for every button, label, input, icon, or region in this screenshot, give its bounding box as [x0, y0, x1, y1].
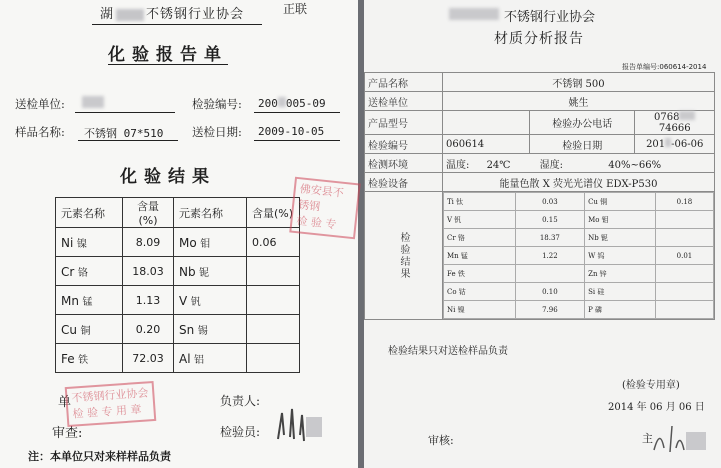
redacted-region [116, 9, 144, 21]
client-value: 姚生 [443, 92, 715, 111]
element-row [444, 211, 714, 229]
signature-image [650, 418, 710, 458]
client-label: 送检单位: [15, 97, 65, 111]
env-label: 检测环境 [365, 154, 443, 173]
stamp-caption: (检验专用章) [622, 380, 680, 391]
element-name: Zn 锌 [585, 265, 656, 283]
redacted-region [449, 8, 499, 20]
test-no-prefix: 200 [258, 97, 278, 110]
element-symbol: Mn [61, 293, 79, 308]
left-report-sheet [0, 0, 358, 468]
report-title: 化验报告单 [108, 45, 228, 65]
test-no-label: 检验编号: [192, 97, 242, 111]
temp-value: 24℃ [486, 159, 511, 171]
element-symbol: Fe [61, 351, 75, 366]
element-name: Co 钴 [444, 283, 516, 301]
table-row [365, 135, 715, 154]
element-chinese: 铜 [80, 325, 91, 337]
content-cell [247, 286, 300, 315]
element-symbol: Mo [179, 235, 197, 250]
right-report-title: 材质分析报告 [494, 31, 584, 47]
product-name-label: 产品名称 [365, 73, 443, 92]
redacted-region [665, 138, 671, 147]
element-cell [56, 344, 123, 373]
env-value [443, 154, 715, 173]
date-suffix: -06-06 [671, 139, 704, 150]
element-name: Si 硅 [585, 283, 656, 301]
stamp-text: 检 验 专 [295, 214, 337, 232]
element-symbol: Cr [61, 264, 75, 279]
element-name: Ni 镍 [444, 301, 516, 319]
element-cell [56, 315, 123, 344]
redacted-region [82, 96, 104, 108]
report-number-value: 060614-2014 [659, 63, 707, 71]
element-row [444, 193, 714, 211]
element-cell [56, 286, 123, 315]
test-no-value [258, 97, 326, 110]
element-row [444, 265, 714, 283]
footnote: 注：本单位只对来样样品负责 [28, 450, 171, 463]
results-table [55, 197, 300, 373]
element-cell [174, 344, 247, 373]
equipment-value: 能量色散 X 荧光光谱仪 EDX-P530 [443, 173, 715, 192]
content-cell: 0.06 [247, 228, 300, 257]
header-cell: 元素名称 [56, 198, 123, 228]
redacted-region [278, 97, 286, 107]
sample-name-label: 样品名称: [15, 125, 65, 139]
red-stamp-bottom [65, 381, 157, 427]
test-date-label: 检验日期 [530, 135, 635, 154]
content-cell: 1.13 [123, 286, 174, 315]
stamp-text: 佛安县不锈钢 [297, 182, 345, 214]
stamp-text: 不锈钢行业协会 [71, 386, 149, 405]
table-row [365, 154, 715, 173]
element-value [655, 301, 713, 319]
element-chinese: 锰 [82, 296, 93, 308]
corner-text: 正联 [283, 2, 308, 16]
element-value [655, 265, 713, 283]
content-cell: 18.03 [123, 257, 174, 286]
element-value: 0.18 [655, 193, 713, 211]
test-no-suffix: 005-09 [285, 97, 326, 110]
table-row [56, 344, 300, 373]
element-name: V 钒 [444, 211, 516, 229]
element-chinese: 铬 [77, 267, 88, 279]
humidity-value: 40%~66% [608, 159, 662, 171]
element-value [655, 229, 713, 247]
signature-image [272, 405, 324, 445]
element-name: Ti 钛 [444, 193, 516, 211]
element-value [655, 211, 713, 229]
field-underline [78, 140, 178, 141]
header-cell: 元素名称 [174, 198, 247, 228]
chief-label: 主 [642, 432, 653, 445]
org-prefix: 湖 [100, 7, 115, 22]
element-chinese: 铁 [78, 354, 89, 366]
client-label: 送检单位 [365, 92, 443, 111]
sent-date-label: 送检日期: [192, 125, 242, 139]
content-cell [247, 315, 300, 344]
org-underline [92, 24, 262, 25]
report-date: 2014 年 06 月 06 日 [608, 402, 705, 413]
reviewer-label: 审核: [428, 434, 454, 447]
element-name: Cu 铜 [585, 193, 656, 211]
field-underline [75, 112, 175, 113]
sample-name-value: 不锈钢 07*510 [84, 127, 164, 140]
element-cell [56, 257, 123, 286]
table-row [365, 173, 715, 192]
results-label: 检验结果 [365, 192, 443, 320]
responsible-label: 负责人: [220, 394, 261, 408]
element-cell [174, 286, 247, 315]
element-symbol: Ni [61, 235, 74, 250]
element-cell [174, 315, 247, 344]
results-container [443, 192, 715, 320]
unit-label: 单 [58, 395, 72, 410]
reviewer-label: 审查: [52, 426, 83, 441]
office-phone-value [635, 111, 715, 135]
element-name: P 磷 [585, 301, 656, 319]
element-name: W 钨 [585, 247, 656, 265]
element-value: 7.96 [515, 301, 584, 319]
element-chinese: 钒 [190, 296, 201, 308]
element-name: Fe 铁 [444, 265, 516, 283]
left-org-header [100, 3, 244, 22]
element-chinese: 铝 [194, 354, 205, 366]
element-chinese: 铌 [199, 267, 210, 279]
phone-suffix: 74666 [658, 123, 691, 134]
field-underline [254, 140, 340, 141]
element-cell [174, 257, 247, 286]
phone-prefix: 0768 [653, 112, 680, 123]
date-prefix: 201 [646, 139, 666, 150]
table-row [365, 111, 715, 135]
report-number-label: 报告单编号: [622, 63, 660, 71]
table-row [365, 192, 715, 320]
header-cell: 含量(%) [123, 198, 174, 228]
element-value: 0.10 [515, 283, 584, 301]
content-cell [247, 257, 300, 286]
field-underline [254, 112, 340, 113]
element-name: Nb 铌 [585, 229, 656, 247]
test-no-value: 060614 [443, 135, 530, 154]
results-title: 化验结果 [120, 167, 216, 187]
header-cell: 含量(%) [247, 198, 300, 228]
element-symbol: Cu [61, 322, 77, 337]
element-symbol: Sn [179, 322, 195, 337]
content-cell: 8.09 [123, 228, 174, 257]
model-label: 产品型号 [365, 111, 443, 135]
element-value: 0.15 [515, 211, 584, 229]
table-row [365, 73, 715, 92]
office-phone-label: 检验办公电话 [530, 111, 635, 135]
equipment-label: 检验设备 [365, 173, 443, 192]
redacted-region [679, 111, 695, 120]
content-cell: 0.20 [123, 315, 174, 344]
element-value: 1.22 [515, 247, 584, 265]
stamp-text: 检 验 专 用 章 [72, 402, 142, 421]
element-value [515, 265, 584, 283]
test-date-value [635, 135, 715, 154]
element-cell [56, 228, 123, 257]
element-chinese: 锡 [197, 325, 208, 337]
sent-date-value: 2009-10-05 [258, 125, 325, 138]
element-value: 0.01 [655, 247, 713, 265]
element-table [443, 192, 714, 319]
element-row [444, 301, 714, 319]
element-row [444, 247, 714, 265]
element-name: Mo 钼 [585, 211, 656, 229]
element-chinese: 钼 [200, 238, 211, 250]
model-value [443, 111, 530, 135]
content-cell [247, 344, 300, 373]
table-row [56, 286, 300, 315]
element-value: 0.03 [515, 193, 584, 211]
red-stamp-right [289, 177, 360, 240]
content-cell: 72.03 [123, 344, 174, 373]
table-row [56, 257, 300, 286]
element-row [444, 283, 714, 301]
humidity-label: 湿度: [539, 159, 564, 171]
temp-label: 温度: [446, 159, 470, 171]
table-header-row [56, 198, 300, 228]
org-suffix: 不锈钢行业协会 [146, 7, 245, 22]
element-chinese: 镍 [76, 238, 87, 250]
report-number [622, 62, 706, 72]
right-org-header: 不锈钢行业协会 [504, 10, 596, 25]
element-value: 18.37 [515, 229, 584, 247]
table-row [56, 228, 300, 257]
element-row [444, 229, 714, 247]
product-name-value: 不锈钢 500 [443, 73, 715, 92]
table-row [56, 315, 300, 344]
result-note: 检验结果只对送检样品负责 [388, 346, 508, 357]
test-no-label: 检验编号 [365, 135, 443, 154]
inspector-label: 检验员: [220, 425, 261, 439]
element-name: Cr 铬 [444, 229, 516, 247]
right-report-sheet [364, 0, 721, 468]
table-row [365, 92, 715, 111]
element-value [655, 283, 713, 301]
element-symbol: V [179, 293, 188, 308]
element-symbol: Al [179, 351, 191, 366]
element-symbol: Nb [179, 264, 196, 279]
element-cell [174, 228, 247, 257]
analysis-table [364, 72, 715, 320]
element-name: Mn 锰 [444, 247, 516, 265]
